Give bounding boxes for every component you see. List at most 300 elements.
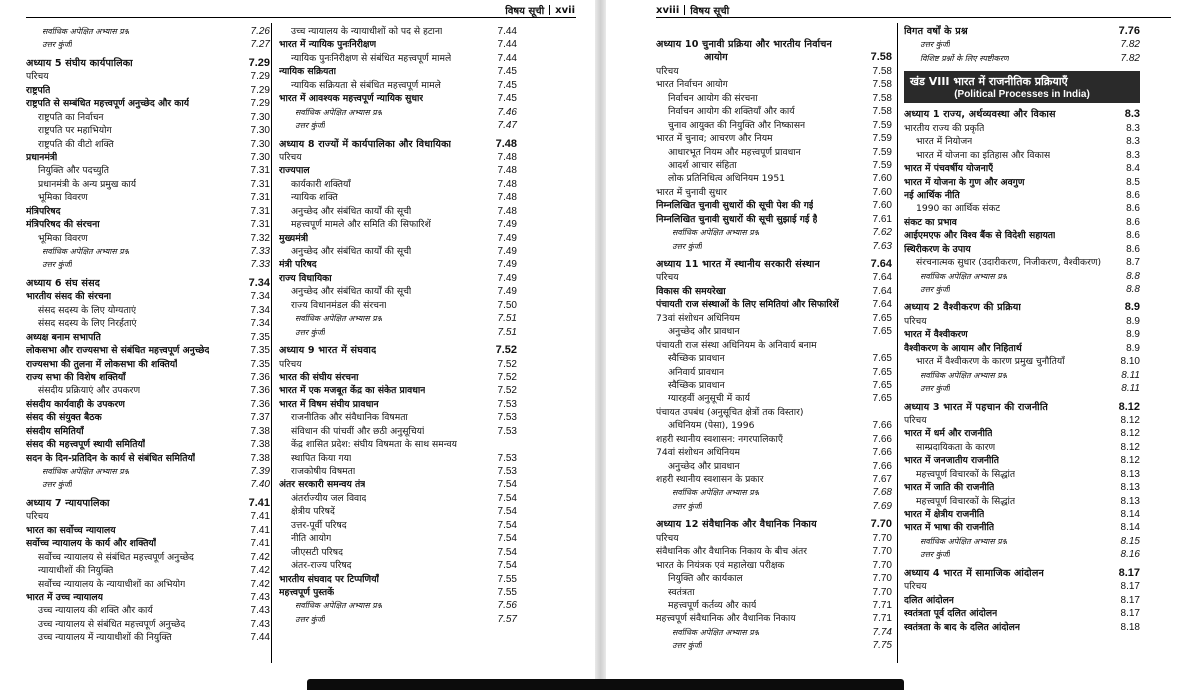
toc-entry-title: आयोग bbox=[704, 52, 728, 64]
toc-entry-title: चुनाव आयुक्त की नियुक्ति और निष्कासन bbox=[668, 119, 806, 131]
toc-page-number: 7.76 bbox=[1118, 25, 1140, 37]
toc-entry-title: साम्प्रदायिकता के कारण bbox=[916, 441, 996, 453]
toc-entry bbox=[656, 146, 892, 159]
toc-entry-title: अध्याय 11 भारत में स्थानीय सरकारी संस्थान bbox=[656, 259, 821, 270]
toc-entry-title: भारत में भाषा की राजनीति bbox=[904, 522, 995, 534]
toc-entry-title: केंद्र शासित प्रदेश: संघीय विषमता के साथ समन्वय bbox=[291, 439, 457, 451]
toc-page-number: 7.69 bbox=[872, 500, 892, 512]
toc-page-number: 7.31 bbox=[250, 178, 270, 190]
toc-entry-title: अंतर्राज्यीय जल विवाद bbox=[291, 492, 367, 504]
toc-entry bbox=[904, 495, 1140, 508]
toc-entry bbox=[904, 149, 1140, 162]
toc-entry bbox=[656, 132, 892, 145]
toc-entry bbox=[279, 92, 517, 105]
toc-entry bbox=[26, 398, 270, 411]
toc-entry-title: सर्वोच्च न्यायालय के कार्य और शक्तियाँ bbox=[26, 538, 157, 550]
toc-page-number: 7.48 bbox=[495, 137, 517, 150]
toc-entry-title: अध्याय 3 भारत में पहचान की राजनीति bbox=[904, 401, 1049, 413]
toc-page-number: 7.38 bbox=[250, 452, 270, 464]
toc-entry-title: भारत में जाति की राजनीति bbox=[904, 482, 995, 494]
toc-page-number: 7.66 bbox=[872, 460, 892, 472]
toc-entry-title: स्वतंत्रता के बाद के दलित आंदोलन bbox=[904, 621, 1020, 633]
toc-entry-title: भारत में क्षेत्रीय राजनीति bbox=[904, 509, 985, 520]
toc-entry-title: सर्वाधिक अपेक्षित अभ्यास प्रश्न bbox=[920, 536, 1008, 546]
toc-entry bbox=[279, 191, 517, 204]
toc-entry bbox=[26, 38, 270, 51]
toc-page-number: 7.33 bbox=[250, 246, 270, 257]
toc-entry bbox=[279, 38, 517, 51]
toc-page-number: 7.48 bbox=[497, 151, 517, 163]
toc-page-number: 7.41 bbox=[250, 524, 270, 536]
toc-entry-title: संकट का प्रभाव bbox=[904, 216, 957, 228]
toc-entry bbox=[904, 607, 1140, 620]
toc-entry bbox=[656, 119, 892, 132]
toc-entry-title: परिचय bbox=[904, 581, 927, 593]
toc-entry bbox=[26, 97, 270, 110]
toc-page-number: 7.33 bbox=[250, 259, 270, 271]
toc-page-number: 7.30 bbox=[250, 125, 270, 137]
toc-entry-title: स्थिरीकरण के उपाय bbox=[904, 243, 971, 255]
toc-entry-title: संसदीय कार्यवाही के उपकरण bbox=[26, 398, 125, 410]
toc-page-number: 7.53 bbox=[497, 425, 517, 437]
toc-entry bbox=[656, 486, 892, 499]
toc-entry bbox=[26, 84, 270, 97]
toc-page-number: 7.43 bbox=[250, 591, 270, 603]
toc-page-number: 8.13 bbox=[1120, 495, 1140, 507]
toc-entry bbox=[279, 452, 517, 465]
toc-entry bbox=[904, 382, 1140, 395]
toc-entry bbox=[904, 481, 1140, 494]
toc-entry-title: अध्याय 10 चुनावी प्रक्रिया और भारतीय निर्वाचन bbox=[656, 39, 833, 50]
right-page-header bbox=[656, 3, 729, 17]
toc-entry bbox=[26, 178, 270, 191]
toc-entry-title: अंतर सरकारी समन्वय तंत्र bbox=[279, 479, 366, 491]
toc-entry-title: उत्तर कुंजी bbox=[42, 260, 72, 270]
toc-entry-title: क्षेत्रीय परिषदें bbox=[291, 506, 335, 518]
toc-page-number: 7.59 bbox=[872, 146, 892, 158]
toc-entry-title: भारत निर्वाचन आयोग bbox=[656, 79, 728, 91]
left-page-column-2 bbox=[279, 25, 517, 626]
toc-entry-title: भारत में योजना के गुण और अवगुण bbox=[904, 176, 1025, 188]
toc-page-number: 7.29 bbox=[250, 98, 270, 110]
toc-entry bbox=[904, 355, 1140, 368]
toc-chapter-entry bbox=[904, 567, 1140, 580]
toc-entry bbox=[279, 532, 517, 545]
toc-entry-title: आधारभूत नियम और महत्त्वपूर्ण प्रावधान bbox=[668, 146, 801, 158]
toc-entry bbox=[279, 178, 517, 191]
toc-page-number: 7.42 bbox=[250, 565, 270, 577]
toc-page-number: 7.35 bbox=[250, 331, 270, 343]
toc-entry bbox=[279, 52, 517, 65]
toc-entry-title: वैश्वीकरण के आयाम और निहितार्थ bbox=[904, 342, 1022, 354]
toc-entry-title: नियुक्ति और कार्यकाल bbox=[668, 573, 743, 585]
toc-entry bbox=[26, 618, 270, 631]
toc-entry bbox=[656, 159, 892, 172]
toc-page-number: 7.64 bbox=[872, 272, 892, 284]
toc-entry-title: संसद की महत्त्वपूर्ण स्थायी समितियाँ bbox=[26, 439, 146, 451]
toc-entry-title: कार्यकारी शक्तियाँ bbox=[291, 178, 351, 190]
toc-entry bbox=[656, 612, 892, 625]
toc-entry bbox=[656, 325, 892, 338]
toc-entry-title: भारत में चुनावी सुधार bbox=[656, 186, 727, 198]
toc-entry bbox=[904, 369, 1140, 382]
toc-page-number: 7.31 bbox=[250, 165, 270, 177]
toc-page-number: 7.68 bbox=[872, 487, 892, 499]
toc-page-number: 7.54 bbox=[497, 546, 517, 558]
toc-entry bbox=[904, 548, 1140, 561]
toc-entry-title: 1990 का आर्थिक संकट bbox=[916, 203, 1001, 215]
toc-page-number: 7.49 bbox=[497, 219, 517, 231]
header-rule bbox=[656, 17, 1171, 18]
toc-entry bbox=[656, 271, 892, 284]
toc-entry-title: सर्वाधिक अपेक्षित अभ्यास प्रश्न bbox=[672, 488, 760, 498]
toc-page-number: 7.60 bbox=[872, 173, 892, 185]
toc-entry bbox=[26, 537, 270, 550]
toc-entry-title: भारतीय संघवाद पर टिप्पणियाँ bbox=[279, 573, 379, 585]
toc-entry bbox=[279, 326, 517, 339]
toc-entry bbox=[904, 38, 1140, 51]
toc-page-number: 8.8 bbox=[1126, 284, 1140, 295]
toc-entry bbox=[656, 339, 892, 352]
toc-page-number: 7.64 bbox=[872, 299, 892, 311]
toc-page-number: 7.54 bbox=[497, 533, 517, 545]
toc-page-number: 8.3 bbox=[1124, 108, 1140, 121]
toc-entry bbox=[26, 164, 270, 177]
toc-page-number: 7.48 bbox=[497, 178, 517, 190]
toc-entry-title: आदर्श आचार संहिता bbox=[668, 159, 737, 171]
toc-entry-title: लोक प्रतिनिधित्व अधिनियम 1951 bbox=[668, 173, 786, 185]
toc-entry-title: भारतीय राज्य की प्रकृति bbox=[904, 122, 985, 134]
toc-entry bbox=[904, 621, 1140, 634]
toc-entry bbox=[904, 454, 1140, 467]
toc-entry-title: निम्नलिखित चुनावी सुधारों की सूची पेश की गई bbox=[656, 200, 814, 212]
toc-entry-title: अध्याय 7 न्यायपालिका bbox=[26, 497, 110, 509]
toc-entry-title: उत्तर कुंजी bbox=[295, 327, 325, 337]
toc-entry bbox=[904, 315, 1140, 328]
toc-entry-title: उत्तर कुंजी bbox=[42, 480, 72, 490]
toc-entry bbox=[279, 519, 517, 532]
toc-page-number: 8.12 bbox=[1120, 428, 1140, 440]
toc-page-number: 8.9 bbox=[1126, 315, 1140, 327]
toc-page-number: 7.36 bbox=[250, 385, 270, 397]
toc-entry-title: मुख्यमंत्री bbox=[279, 232, 309, 244]
toc-entry-title: भूमिका विवरण bbox=[38, 192, 88, 204]
toc-page-number: 8.5 bbox=[1126, 176, 1140, 188]
toc-page-number: 7.65 bbox=[872, 326, 892, 338]
toc-entry-title: उत्तर कुंजी bbox=[672, 641, 702, 651]
toc-entry bbox=[279, 559, 517, 572]
toc-page-number: 7.55 bbox=[497, 573, 517, 585]
toc-entry bbox=[26, 478, 270, 491]
toc-page-number: 8.3 bbox=[1126, 122, 1140, 134]
toc-page-number: 7.52 bbox=[497, 358, 517, 370]
left-page-column-1 bbox=[26, 25, 270, 645]
toc-entry-title: अनुच्छेद और संबंधित कार्यों की सूची bbox=[291, 246, 412, 257]
toc-entry bbox=[26, 245, 270, 258]
toc-entry bbox=[279, 232, 517, 245]
toc-entry bbox=[656, 419, 892, 432]
toc-entry-title: राष्ट्रपति से सम्बंधित महत्त्वपूर्ण अनुच्छेद और कार्य bbox=[26, 98, 190, 110]
toc-chapter-entry bbox=[904, 301, 1140, 314]
toc-entry-title: अध्याय 2 वैश्वीकरण की प्रक्रिया bbox=[904, 302, 1022, 314]
toc-entry-title: राष्ट्रपति पर महाभियोग bbox=[38, 125, 112, 137]
toc-entry bbox=[904, 52, 1140, 65]
toc-entry bbox=[904, 243, 1140, 256]
toc-entry bbox=[656, 199, 892, 212]
toc-page-number: 7.31 bbox=[250, 219, 270, 231]
toc-entry bbox=[279, 285, 517, 298]
toc-page-number: 7.40 bbox=[250, 479, 270, 491]
toc-entry-title: अध्याय 5 संघीय कार्यपालिका bbox=[26, 57, 133, 69]
toc-page-number: 8.12 bbox=[1120, 455, 1140, 467]
toc-entry-title: भारत में जनजातीय राजनीति bbox=[904, 455, 1000, 467]
toc-page-number: 7.61 bbox=[872, 213, 892, 225]
toc-entry bbox=[26, 191, 270, 204]
toc-page-number: 7.82 bbox=[1120, 52, 1140, 64]
toc-entry-title: भारत में नियोजन bbox=[916, 136, 973, 148]
toc-page-number: 7.45 bbox=[497, 66, 517, 78]
right-page bbox=[606, 0, 1201, 690]
toc-page-number: 7.48 bbox=[497, 165, 517, 177]
toc-entry-title: संवैधानिक और वैधानिक निकाय के बीच अंतर bbox=[656, 546, 808, 558]
toc-chapter-entry bbox=[904, 108, 1140, 121]
toc-entry-title: प्रधानमंत्री के अन्य प्रमुख कार्य bbox=[38, 178, 137, 190]
toc-entry bbox=[26, 564, 270, 577]
toc-entry-title: परिचय bbox=[26, 511, 49, 523]
column-divider bbox=[897, 23, 898, 663]
toc-entry bbox=[279, 258, 517, 271]
section-viii-entries bbox=[904, 108, 1140, 634]
toc-page-number: 7.58 bbox=[872, 106, 892, 118]
toc-entry-title: परिचय bbox=[656, 65, 679, 77]
toc-entry bbox=[904, 328, 1140, 341]
toc-entry-title: भारत में उच्च न्यायालय bbox=[26, 591, 103, 603]
toc-entry bbox=[26, 591, 270, 604]
toc-entry bbox=[279, 438, 517, 451]
toc-page-number: 7.30 bbox=[250, 151, 270, 163]
toc-page-number: 7.66 bbox=[872, 420, 892, 432]
toc-page-number: 7.53 bbox=[497, 452, 517, 464]
toc-entry-title: राज्य विधायिका bbox=[279, 272, 332, 284]
toc-entry bbox=[279, 299, 517, 312]
toc-entry bbox=[656, 366, 892, 379]
toc-entry bbox=[26, 425, 270, 438]
toc-entry-title: परिचय bbox=[904, 315, 927, 327]
toc-entry-title: महत्त्वपूर्ण मामले और समिति की सिफारिशें bbox=[291, 219, 431, 231]
section-banner-subtitle: (Political Processes in India) bbox=[954, 89, 1090, 101]
toc-page-number: 7.27 bbox=[250, 39, 270, 51]
toc-page-number: 8.3 bbox=[1126, 136, 1140, 148]
toc-entry bbox=[279, 384, 517, 397]
toc-entry bbox=[26, 510, 270, 523]
toc-entry-title: परिचय bbox=[279, 358, 302, 370]
toc-entry bbox=[656, 473, 892, 486]
toc-entry-title: राजनीतिक और संवैधानिक विषमता bbox=[291, 412, 408, 424]
toc-page-number: 7.36 bbox=[250, 371, 270, 383]
toc-page-number: 7.49 bbox=[497, 246, 517, 257]
toc-entry-title: राष्ट्रपति की वीटो शक्ति bbox=[38, 138, 114, 150]
toc-page-number: 7.66 bbox=[872, 433, 892, 445]
toc-entry bbox=[279, 465, 517, 478]
toc-entry bbox=[26, 258, 270, 271]
toc-entry bbox=[279, 599, 517, 612]
toc-entry bbox=[656, 626, 892, 639]
toc-entry-title: राष्ट्रपति का निर्वाचन bbox=[38, 111, 104, 123]
toc-entry-title: निम्नलिखित चुनावी सुधारों की सूची सुझाई गई है bbox=[656, 213, 818, 225]
toc-entry-title: 74वां संशोधन अधिनियम bbox=[656, 447, 740, 459]
toc-page-number: 7.70 bbox=[872, 546, 892, 558]
toc-page-number: 7.60 bbox=[872, 186, 892, 198]
viewer-bottom-bar[interactable] bbox=[307, 679, 904, 690]
toc-chapter-entry bbox=[279, 138, 517, 151]
toc-entry bbox=[279, 151, 517, 164]
toc-entry bbox=[26, 465, 270, 478]
toc-entry-title: अध्याय 4 भारत में सामाजिक आंदोलन bbox=[904, 567, 1045, 579]
toc-entry-title: महत्त्वपूर्ण कर्तव्य और कार्य bbox=[668, 599, 757, 611]
toc-entry bbox=[656, 78, 892, 91]
toc-entry-title: भारत में न्यायिक पुनःनिरीक्षण bbox=[279, 39, 377, 51]
toc-entry-title: परिचय bbox=[26, 71, 49, 83]
toc-page-number: 8.6 bbox=[1126, 216, 1140, 228]
toc-entry-title: सदन के दिन-प्रतिदिन के कार्य से संबंधित समितियाँ bbox=[26, 452, 196, 464]
toc-entry bbox=[279, 546, 517, 559]
toc-entry bbox=[904, 468, 1140, 481]
toc-entry bbox=[656, 433, 892, 446]
toc-page-number: 7.37 bbox=[250, 412, 270, 424]
toc-chapter-entry bbox=[26, 57, 270, 70]
toc-page-number: 7.39 bbox=[250, 466, 270, 477]
section-banner bbox=[904, 71, 1140, 103]
toc-entry-title: अनुच्छेद और प्रावधान bbox=[668, 460, 740, 472]
toc-chapter-entry bbox=[656, 38, 892, 51]
toc-page-number: 7.29 bbox=[248, 56, 270, 69]
toc-entry bbox=[26, 524, 270, 537]
toc-chapter-entry bbox=[656, 518, 892, 531]
toc-page-number: 7.63 bbox=[872, 240, 892, 252]
toc-entry-title: अनिवार्य प्रावधान bbox=[668, 366, 725, 378]
toc-entry-title: स्वतंत्रता पूर्व दलित आंदोलन bbox=[904, 608, 998, 620]
toc-entry-title: सर्वाधिक अपेक्षित अभ्यास प्रश्न bbox=[42, 247, 130, 256]
toc-page-number: 7.32 bbox=[250, 232, 270, 244]
toc-entry-title: परिचय bbox=[279, 151, 302, 163]
toc-page-number: 8.11 bbox=[1121, 383, 1140, 395]
toc-entry bbox=[279, 492, 517, 505]
toc-page-number: 7.70 bbox=[872, 586, 892, 598]
toc-entry bbox=[904, 202, 1140, 215]
toc-page-number: 8.17 bbox=[1120, 594, 1140, 606]
toc-page-number: 7.59 bbox=[872, 159, 892, 171]
toc-entry bbox=[656, 186, 892, 199]
toc-entry bbox=[904, 580, 1140, 593]
toc-entry-title: नियुक्ति और पदच्युति bbox=[38, 165, 110, 177]
toc-page-number: 7.82 bbox=[1120, 39, 1140, 51]
toc-entry bbox=[279, 573, 517, 586]
toc-entry bbox=[279, 586, 517, 599]
toc-page-number: 8.15 bbox=[1120, 535, 1140, 547]
toc-entry-title: उत्तर कुंजी bbox=[672, 501, 702, 511]
toc-entry-title: भारत के नियंत्रक एवं महालेखा परीक्षक bbox=[656, 559, 785, 571]
toc-page-number: 7.42 bbox=[250, 578, 270, 590]
toc-entry bbox=[656, 406, 892, 419]
toc-entry bbox=[279, 613, 517, 626]
toc-page-number: 7.31 bbox=[250, 192, 270, 204]
toc-entry bbox=[279, 218, 517, 231]
toc-page-number: 7.44 bbox=[497, 52, 517, 64]
toc-entry bbox=[26, 124, 270, 137]
toc-entry bbox=[26, 331, 270, 344]
toc-entry bbox=[656, 586, 892, 599]
toc-page-number: 8.12 bbox=[1118, 400, 1140, 413]
toc-entry-title: परिचय bbox=[904, 414, 927, 426]
toc-entry-title: 73वां संशोधन अधिनियम bbox=[656, 312, 740, 324]
toc-page-number: 7.58 bbox=[872, 79, 892, 91]
right-header-title: विषय सूची bbox=[690, 6, 730, 17]
toc-page-number: 7.54 bbox=[497, 506, 517, 518]
toc-page-number: 7.46 bbox=[497, 106, 517, 118]
toc-page-number: 7.35 bbox=[250, 358, 270, 370]
toc-entry-title: दलित आंदोलन bbox=[904, 594, 954, 606]
toc-chapter-entry bbox=[26, 497, 270, 510]
toc-entry bbox=[26, 578, 270, 591]
toc-page-number: 7.70 bbox=[872, 559, 892, 571]
toc-page-number: 7.34 bbox=[250, 291, 270, 303]
toc-page-number: 8.6 bbox=[1126, 203, 1140, 215]
toc-entry-title: संविधान की पांचवीं और छठी अनुसूचियां bbox=[291, 425, 425, 437]
toc-entry-title: उत्तर कुंजी bbox=[920, 40, 950, 50]
toc-page-number: 7.65 bbox=[872, 393, 892, 405]
toc-entry bbox=[26, 151, 270, 164]
toc-entry-title: सर्वाधिक अपेक्षित अभ्यास प्रश्न bbox=[672, 228, 760, 238]
toc-page-number: 7.54 bbox=[497, 560, 517, 572]
toc-entry-title: विशिष्ट प्रश्नों के लिए स्पष्टीकरण bbox=[920, 53, 1009, 63]
toc-entry bbox=[26, 358, 270, 371]
toc-entry bbox=[656, 285, 892, 298]
toc-page-number: 7.49 bbox=[497, 259, 517, 271]
toc-entry-title: उत्तर कुंजी bbox=[295, 121, 325, 131]
toc-page-number: 8.9 bbox=[1124, 301, 1140, 314]
toc-entry-title: विकास की समयरेखा bbox=[656, 285, 726, 297]
toc-entry-title: अनुच्छेद और संबंधित कार्यों की सूची bbox=[291, 286, 412, 298]
toc-entry-title: सर्वाधिक अपेक्षित अभ्यास प्रश्न bbox=[295, 107, 383, 117]
toc-entry-title: ग्यारहवीं अनुसूची में कार्य bbox=[668, 393, 750, 405]
toc-page-number: 7.54 bbox=[497, 519, 517, 531]
toc-entry-title: अध्यक्ष बनाम सभापति bbox=[26, 331, 101, 343]
toc-entry-title: महत्त्वपूर्ण संवैधानिक और वैधानिक निकाय bbox=[656, 613, 796, 625]
toc-entry-title: संसदीय प्रक्रियाएं और उपकरण bbox=[38, 385, 141, 397]
toc-entry-title: भारत में एक मजबूत केंद्र का संकेत प्रावधान bbox=[279, 385, 426, 397]
header-separator bbox=[549, 5, 550, 15]
toc-entry bbox=[904, 270, 1140, 283]
toc-entry bbox=[904, 135, 1140, 148]
toc-page-number: 7.65 bbox=[872, 366, 892, 378]
toc-entry bbox=[656, 352, 892, 365]
toc-entry-title: सर्वाधिक अपेक्षित अभ्यास प्रश्न bbox=[42, 467, 130, 476]
toc-page-number: 7.52 bbox=[497, 371, 517, 383]
toc-page-number: 7.38 bbox=[250, 425, 270, 437]
toc-page-number: 7.62 bbox=[872, 227, 892, 239]
toc-page-number: 7.29 bbox=[250, 71, 270, 83]
toc-page-number: 7.56 bbox=[497, 600, 517, 612]
toc-entry bbox=[656, 172, 892, 185]
toc-page-number: 7.48 bbox=[497, 192, 517, 204]
toc-entry-title: संसद सदस्य के लिए निरर्हताएं bbox=[38, 318, 137, 330]
toc-entry-title: लोकसभा और राज्यसभा से संबंधित महत्त्वपूर्ण अनुच्छेद bbox=[26, 345, 210, 357]
toc-entry-title: भारत में धर्म और राजनीति bbox=[904, 428, 993, 440]
toc-page-number: 7.34 bbox=[248, 276, 270, 289]
toc-entry-title: भूमिका विवरण bbox=[38, 232, 88, 244]
toc-entry-title: न्यायिक पुनःनिरीक्षण से संबंधित महत्त्वपूर्ण मामले bbox=[291, 52, 452, 64]
toc-entry-title: नीति आयोग bbox=[291, 533, 332, 545]
